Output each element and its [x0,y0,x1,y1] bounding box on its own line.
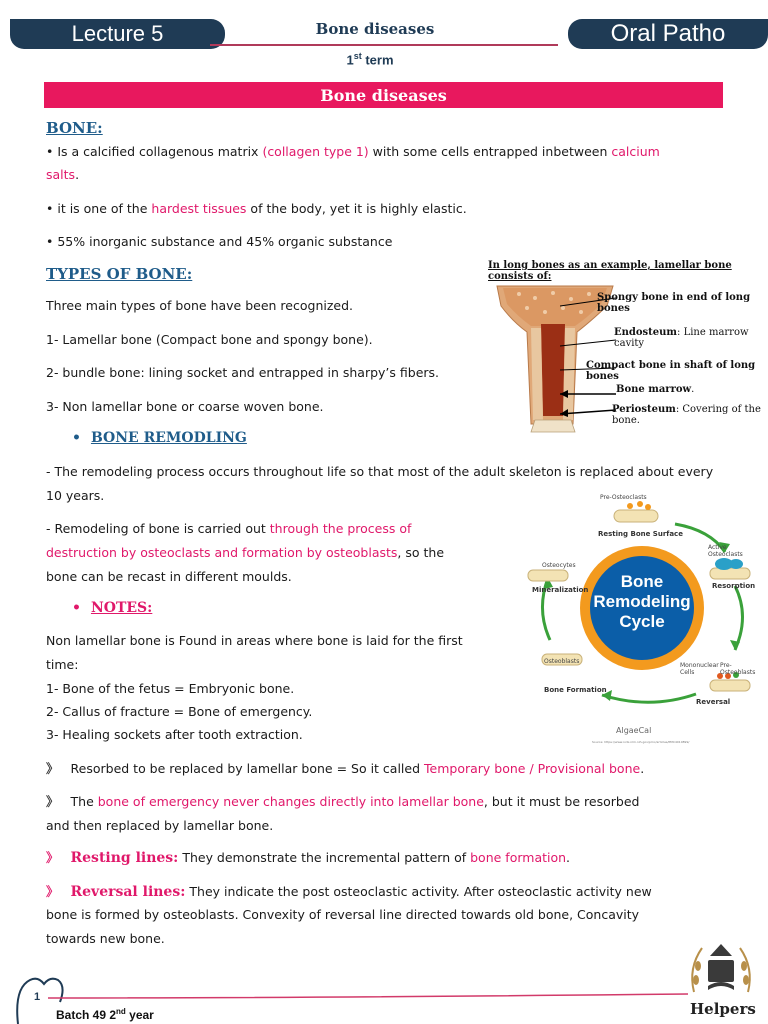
header-divider [210,44,558,46]
term-label: 1st term [346,51,394,68]
notes-intro-2: time: [46,657,79,672]
label-osteocytes: Osteocytes [542,562,576,569]
label-mononuclear: Mononuclear Cells [680,662,719,676]
cycle-center-label: Bone Remodeling Cycle [593,572,691,631]
point-reversal-line1: 》 Reversal lines: They indicate the post osteoclastic activity. After osteoclastic activity new [46,884,652,900]
label-periosteum: Periosteum: Covering of the bone. [612,404,761,426]
bone-line-3: • it is one of the hardest tissues of the body, yet it is highly elastic. [46,201,467,216]
helpers-logo-icon [686,934,756,1000]
header-title: Bone diseases [315,20,435,38]
label-resting-surface: Resting Bone Surface [598,530,683,538]
notes-item-1: 1- Bone of the fetus = Embryonic bone. [46,681,295,696]
point-temporary-bone: 》 Resorbed to be replaced by lamellar bone = So it called Temporary bone / Provisional bone. [46,761,645,776]
point-emergency-line1: 》 The bone of emergency never changes directly into lamellar bone, but it must be resorbed [46,794,640,809]
types-heading: TYPES OF BONE: [46,265,193,283]
notes-intro-1: Non lamellar bone is Found in areas where bone is laid for the first [46,633,463,648]
point-emergency-line2: and then replaced by lamellar bone. [46,818,274,833]
label-pre-osteoclasts: Pre-Osteoclasts [600,494,647,501]
batch-label: Batch 49 2nd year [56,1007,154,1022]
label-mineralization: Mineralization [532,586,589,594]
bone-line-2: salts. [46,167,80,182]
point-reversal-line2: bone is formed by osteoblasts. Convexity of reversal line directed towards old bone, Concavity [46,907,640,922]
course-tab: Oral Patho [568,19,768,49]
point-reversal-line3: towards new bone. [46,931,165,946]
remodeling-heading: • BONE REMODLING [72,430,247,446]
notes-heading: • NOTES: [72,600,153,616]
algaecal-brand: AlgaeCal [616,726,652,735]
helpers-brand: Helpers [690,1000,756,1018]
remodeling-cycle-figure [520,490,760,750]
remodeling-p1: - The remodeling process occurs throughout life so that most of the adult skeleton is replaced about every 10 years. [46,464,714,503]
bone-line-4: • 55% inorganic substance and 45% organic substance [46,234,393,249]
label-marrow: Bone marrow. [616,384,695,395]
label-compact: Compact bone in shaft of long bones [586,360,756,382]
label-spongy: Spongy bone in end of long bones [597,292,751,314]
figure-source: Source: https://www.ncbi.nlm.nih.gov/pmc/articles/PMC4010899/ [592,740,690,744]
title-banner: Bone diseases [44,82,723,108]
types-item-3: 3- Non lamellar bone or coarse woven bone. [46,399,324,414]
bone-line-1: • Is a calcified collagenous matrix (collagen type 1) with some cells entrapped inbetween calcium [46,144,660,159]
label-bone-formation: Bone Formation [544,686,607,694]
label-pre-osteoblasts: Pre-Osteoblasts [720,662,756,676]
figure1-caption: In long bones as an example, lamellar bone consists of: [488,260,732,282]
label-active-osteoclasts: Active Osteoclasts [708,544,743,558]
label-endosteum: Endosteum: Line marrow cavity [614,327,749,349]
point-resting-lines: 》 Resting lines: They demonstrate the incremental pattern of bone formation. [46,850,571,866]
remodeling-p2-line3: bone can be recast in different moulds. [46,569,292,584]
lecture-tab: Lecture 5 [10,19,225,49]
label-osteoblasts: Osteoblasts [544,658,580,665]
types-item-1: 1- Lamellar bone (Compact bone and spongy bone). [46,332,373,347]
notes-item-3: 3- Healing sockets after tooth extraction. [46,727,303,742]
remodeling-p2-line2: destruction by osteoclasts and formation by osteoblasts, so the [46,545,445,560]
remodeling-p2-line1: - Remodeling of bone is carried out through the process of [46,521,412,536]
page-number: 1 [34,991,41,1003]
label-resorption: Resorption [712,582,756,590]
label-reversal: Reversal [696,698,731,706]
types-intro: Three main types of bone have been recognized. [46,298,354,313]
notes-item-2: 2- Callus of fracture = Bone of emergency. [46,704,313,719]
types-item-2: 2- bundle bone: lining socket and entrapped in sharpy’s fibers. [46,365,440,380]
bone-heading: BONE: [46,119,103,137]
